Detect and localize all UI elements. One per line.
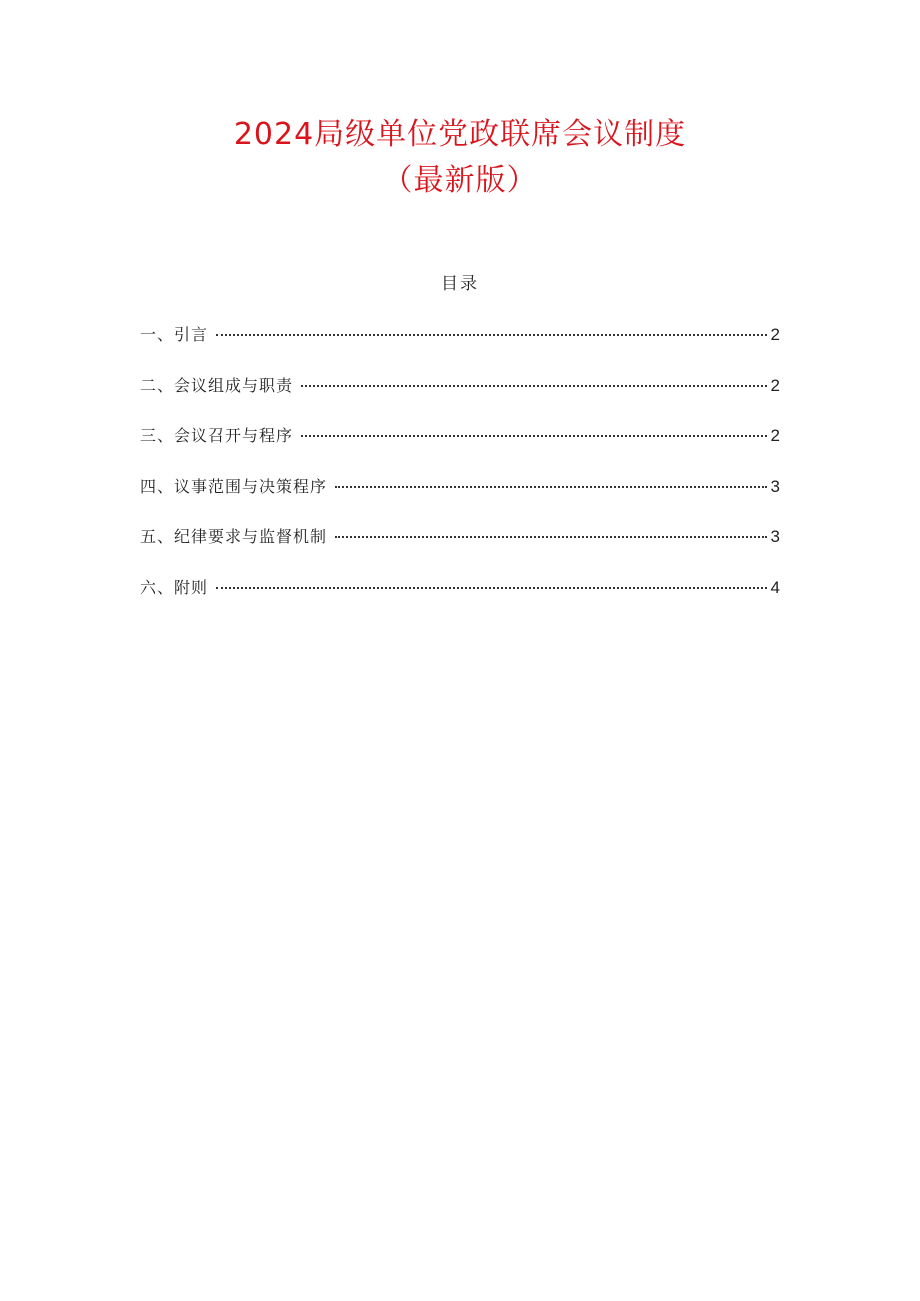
title-line-edition: （最新版） bbox=[382, 163, 538, 198]
toc-dot-leader bbox=[216, 334, 767, 336]
toc-page-number: 4 bbox=[770, 577, 780, 597]
toc-entry-discipline[interactable] bbox=[140, 524, 780, 575]
toc-entry-label: 二、会议组成与职责 bbox=[140, 375, 294, 395]
toc-entry-label: 一、引言 bbox=[140, 325, 209, 344]
toc-page-number: 2 bbox=[770, 375, 780, 395]
title-line-main: 2024局级单位党政联席会议制度 bbox=[233, 117, 687, 152]
toc-dot-leader bbox=[335, 536, 767, 538]
toc-dot-leader bbox=[301, 385, 767, 387]
toc-entry-introduction[interactable] bbox=[140, 322, 780, 373]
table-of-contents bbox=[140, 322, 780, 626]
toc-entry-label: 五、纪律要求与监督机制 bbox=[140, 527, 328, 547]
toc-page-number: 2 bbox=[770, 325, 780, 344]
toc-dot-leader bbox=[216, 587, 767, 589]
toc-entry-label: 四、议事范围与决策程序 bbox=[140, 476, 328, 496]
toc-heading: 目录 bbox=[441, 274, 479, 294]
toc-entry-scope[interactable] bbox=[140, 474, 780, 525]
toc-entry-procedure[interactable] bbox=[140, 423, 780, 474]
toc-entry-label: 六、附则 bbox=[140, 577, 209, 597]
toc-page-number: 2 bbox=[770, 426, 780, 446]
toc-entry-label: 三、会议召开与程序 bbox=[140, 426, 294, 446]
toc-dot-leader bbox=[301, 435, 767, 437]
toc-entry-composition[interactable] bbox=[140, 373, 780, 424]
toc-dot-leader bbox=[335, 486, 767, 488]
document-title bbox=[0, 112, 920, 204]
toc-page-number: 3 bbox=[770, 527, 780, 547]
toc-entry-appendix[interactable] bbox=[140, 575, 780, 626]
toc-page-number: 3 bbox=[770, 476, 780, 496]
